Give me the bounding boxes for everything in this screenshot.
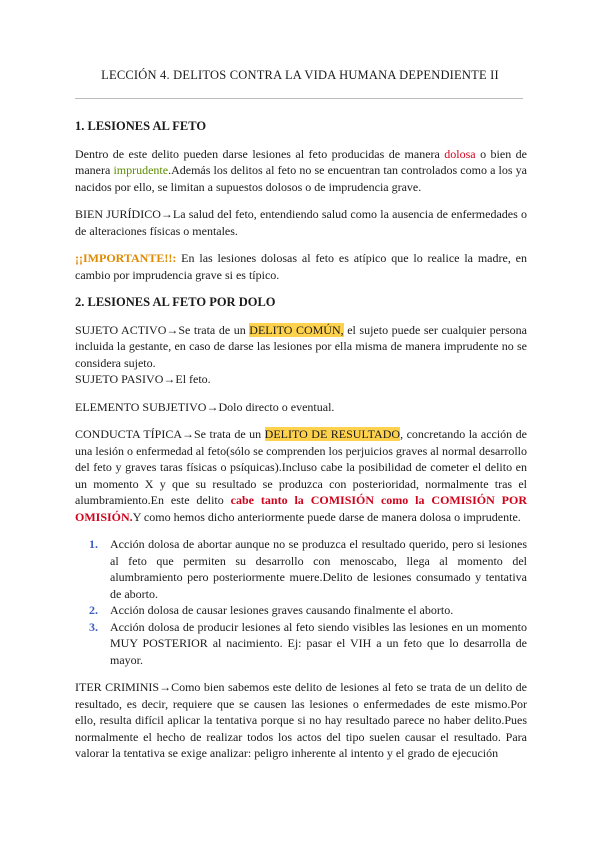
text-run: , concretando la acción de una lesión o enfermedad al feto(sólo se comprenden los perjuicios graves al normal desarrollo del feto y graves taras físicas o psíquicas).Incluso cabe la posibilidad de cometer el delito en un momento X y que su resultado se produzca con posterioridad, normalmente tras el alumbramiento.En este delito bbox=[75, 427, 528, 507]
text-run: Dentro de este delito pueden darse lesiones al feto producidas de manera bbox=[75, 146, 445, 161]
text-run: el sujeto puede ser cualquier persona incluida la gestante, en caso de darse las lesiones por ella misma de manera imprudente no se considera sujeto. bbox=[75, 322, 527, 370]
list-number: 2. bbox=[89, 603, 98, 617]
section-1-heading: 1. LESIONES AL FETO bbox=[75, 119, 207, 133]
delito-comun-highlight: DELITO COMÚN, bbox=[249, 322, 344, 337]
text-run: CONDUCTA TÍPICA→Se trata de un bbox=[75, 427, 265, 441]
conducta-tipica-paragraph bbox=[75, 426, 527, 525]
page-title: LECCIÓN 4. DELITOS CONTRA LA VIDA HUMANA DEPENDIENTE II bbox=[101, 68, 499, 82]
document-body bbox=[75, 118, 527, 773]
text-run: SUJETO ACTIVO→Se trata de un bbox=[75, 322, 250, 337]
list-item-text: Acción dolosa de abortar aunque no se produzca el resultado querido, pero si lesiones al feto que permiten su desarrollo con menoscabo, llega al momento del alumbramiento pero posteriormente muere.Delito de lesiones consumado y tentativa de aborto. bbox=[110, 537, 527, 601]
text-run: o bien de manera bbox=[75, 146, 527, 177]
list-number: 1. bbox=[89, 537, 98, 551]
list-number: 3. bbox=[89, 619, 98, 634]
numbered-list bbox=[75, 536, 527, 668]
iter-criminis-paragraph: ITER CRIMINIS→Como bien sabemos este delito de lesiones al feto se trata de un delito de resultado, es decir, requiere que se causen las lesiones o enfermedades de este mismo.Por ello, resulta difícil aplicar la tentativa porque si no hay resultado parece no haber delito.Pues normalmente el hecho de realizar todos los actos del tipo suelen causar el resultado. Para valorar la tentativa se exige analizar: peligro inherente al intento y el grado de ejecución bbox=[75, 680, 527, 760]
important-paragraph bbox=[75, 250, 527, 283]
text-run: En las lesiones dolosas al feto es atípico que lo realice la madre, en cambio por imprudencia grave si es típico. bbox=[75, 251, 527, 282]
sujeto-activo-paragraph bbox=[75, 322, 527, 372]
list-item bbox=[75, 602, 527, 619]
imprudente-term: imprudente bbox=[113, 163, 169, 177]
list-item-text: Acción dolosa de producir lesiones al feto siendo visibles las lesiones en un momento MUY POSTERIOR al nacimiento. Ej: pasar el VIH a un feto que lo desarrolla de mayor. bbox=[110, 619, 527, 667]
section-2-heading: 2. LESIONES AL FETO POR DOLO bbox=[75, 295, 276, 309]
comision-emphasis: cabe tanto la COMISIÓN como la COMISIÓN POR OMISIÓN. bbox=[75, 493, 527, 524]
text-run: .Además los delitos al feto no se encuentran tan controlados como a los ya nacidos por ello, se limitan a supuestos dolosos o de imprudencia grave. bbox=[75, 163, 527, 194]
dolosa-term: dolosa bbox=[444, 146, 476, 161]
title-divider bbox=[75, 98, 523, 99]
text-run: Y como hemos dicho anteriormente puede darse de manera dolosa o imprudente. bbox=[132, 509, 521, 524]
elemento-subjetivo-paragraph: ELEMENTO SUBJETIVO→Dolo directo o eventual. bbox=[75, 399, 335, 414]
list-item bbox=[75, 619, 527, 669]
important-label: ¡¡IMPORTANTE!!: bbox=[75, 251, 177, 265]
bien-juridico-paragraph: BIEN JURÍDICO→La salud del feto, entendiendo salud como la ausencia de enfermedades o de alteraciones físicas o mentales. bbox=[75, 207, 527, 238]
s1-paragraph-1 bbox=[75, 146, 527, 196]
list-item-text: Acción dolosa de causar lesiones graves causando finalmente el aborto. bbox=[110, 603, 454, 617]
list-item bbox=[75, 536, 527, 602]
sujeto-pasivo-paragraph: SUJETO PASIVO→El feto. bbox=[75, 372, 211, 386]
delito-resultado-highlight: DELITO DE RESULTADO bbox=[264, 427, 401, 441]
